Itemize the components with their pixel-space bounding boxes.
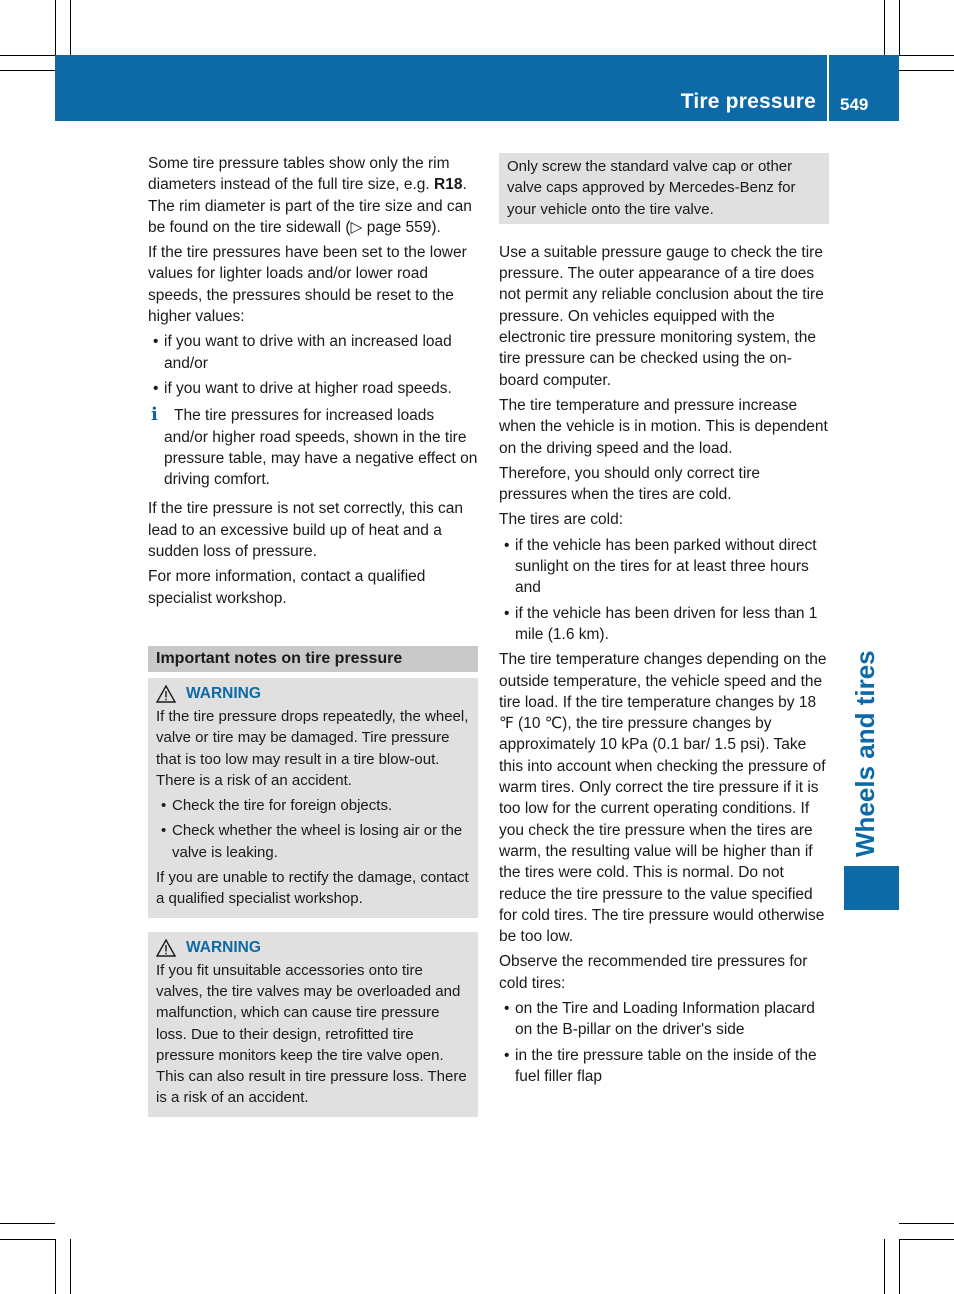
crop-mark (55, 1239, 56, 1294)
reset-pressure-paragraph: If the tire pressures have been set to the lower values for lighter loads and/or lower road speeds, the pressures should be reset to the higher values: (148, 244, 467, 326)
cold-tires-paragraph: Therefore, you should only correct tire pressures when the tires are cold. (499, 464, 761, 504)
crop-mark (899, 1223, 954, 1224)
crop-mark (70, 1239, 71, 1294)
pressure-gauge-paragraph: Use a suitable pressure gauge to check the tire pressure. The outer appearance of a tire does not permit any reliable conclusion about the tire pressure. On vehicles equipped with the electronic tire pressure monitoring system, the tire pressure can be checked using the on-board computer. (499, 243, 824, 389)
warning-text: If the tire pressure drops repeatedly, the wheel, valve or tire may be damaged. Tire pressure that is too low may result in a tire blow-out. There is a risk of an accident. (156, 707, 469, 789)
list-item: • Check the tire for foreign objects. (156, 795, 470, 816)
crop-mark (899, 1239, 954, 1240)
rim-size-example: R18 (434, 176, 463, 194)
info-icon: i (151, 404, 158, 426)
rim-diameter-paragraph: Some tire pressure tables show only the rim diameters instead of the full tire size, e.g. R18. The rim diameter is part of the tire size and can be found on the tire sidewall (▷ page 559). (148, 155, 472, 236)
crop-mark (0, 1223, 55, 1224)
right-column (499, 153, 829, 1091)
crop-mark (884, 0, 885, 55)
chapter-tab-marker[interactable] (844, 866, 899, 910)
page-number: 549 (840, 95, 869, 114)
header-divider (827, 55, 829, 121)
chapter-tab-label[interactable]: Wheels and tires (850, 650, 880, 857)
warning-triangle-icon (156, 685, 176, 703)
incorrect-pressure-paragraph: If the tire pressure is not set correctly, this can lead to an excessive build up of heat and a sudden loss of pressure. (148, 500, 464, 561)
list-item: • on the Tire and Loading Information placard on the B-pillar on the driver's side (499, 998, 829, 1041)
warning-footer: If you are unable to rectify the damage, contact a qualified specialist workshop. (156, 869, 469, 908)
recommended-pressures-paragraph: Observe the recommended tire pressures for cold tires: (499, 953, 808, 992)
temperature-changes-paragraph: The tire temperature changes depending on the outside temperature, the vehicle speed and the tire load. If the tire temperature changes by 18 ℉ (10 ℃), the tire pressure changes by approximately 10 kPa (0.1 bar/ 1.5 psi). Take this into account when checking the pressure of warm tires. Only correct the tire pressure if it is too low for the current operating conditions. If you check the tire pressure when the tires are warm, the resulting value will be higher than if the tires were cold. This is normal. Do not reduce the tire pressure to the value specified for cold tires. The tire pressure would otherwise be too low. (499, 651, 827, 946)
temperature-increase-paragraph: The tire temperature and pressure increase when the vehicle is in motion. This is dependent on the driving speed and the load. (499, 396, 828, 457)
warning-box-accessories (148, 932, 478, 1117)
left-column (148, 153, 478, 1117)
crop-mark (899, 55, 954, 56)
info-note: i The tire pressures for increased loads and/or higher road speeds, shown in the tire pressure table, may have a negative effect on driving comfort. (151, 404, 478, 489)
page-title: Tire pressure (680, 90, 816, 113)
section-heading: Important notes on tire pressure (148, 646, 478, 672)
crop-mark (884, 1239, 885, 1294)
tires-cold-heading: The tires are cold: (499, 511, 624, 529)
crop-mark (899, 1239, 900, 1294)
list-item: • if you want to drive with an increased load and/or (148, 331, 478, 374)
valve-cap-note: Only screw the standard valve cap or other valve caps approved by Mercedes-Benz for your vehicle onto the tire valve. (499, 153, 829, 224)
crop-mark (899, 70, 954, 71)
contact-workshop-paragraph: For more information, contact a qualified specialist workshop. (148, 568, 426, 607)
crop-mark (55, 0, 56, 55)
warning-box-damage (148, 678, 478, 918)
crop-mark (899, 0, 900, 55)
list-item: • Check whether the wheel is losing air or the valve is leaking. (156, 820, 470, 863)
list-item: • if you want to drive at higher road speeds. (148, 378, 478, 399)
warning-triangle-icon (156, 939, 176, 957)
list-item: • in the tire pressure table on the inside of the fuel filler flap (499, 1045, 829, 1088)
warning-header (156, 682, 470, 706)
warning-header (156, 936, 470, 960)
crop-mark (0, 1239, 55, 1240)
warning-text: If you fit unsuitable accessories onto tire valves, the tire valves may be overloaded and malfunction, which can cause tire pressure loss. Due to their design, retrofitted tire pressure monitors keep the tire valve open. This can also result in tire pressure loss. There is a risk of an accident. (156, 961, 467, 1107)
crop-mark (0, 55, 55, 56)
list-item: • if the vehicle has been driven for less than 1 mile (1.6 km). (499, 603, 829, 646)
crop-mark (70, 0, 71, 55)
warning-label: WARNING (186, 938, 261, 956)
list-item: • if the vehicle has been parked without direct sunlight on the tires for at least three hours and (499, 535, 829, 599)
warning-label: WARNING (186, 685, 261, 703)
crop-mark (0, 70, 55, 71)
